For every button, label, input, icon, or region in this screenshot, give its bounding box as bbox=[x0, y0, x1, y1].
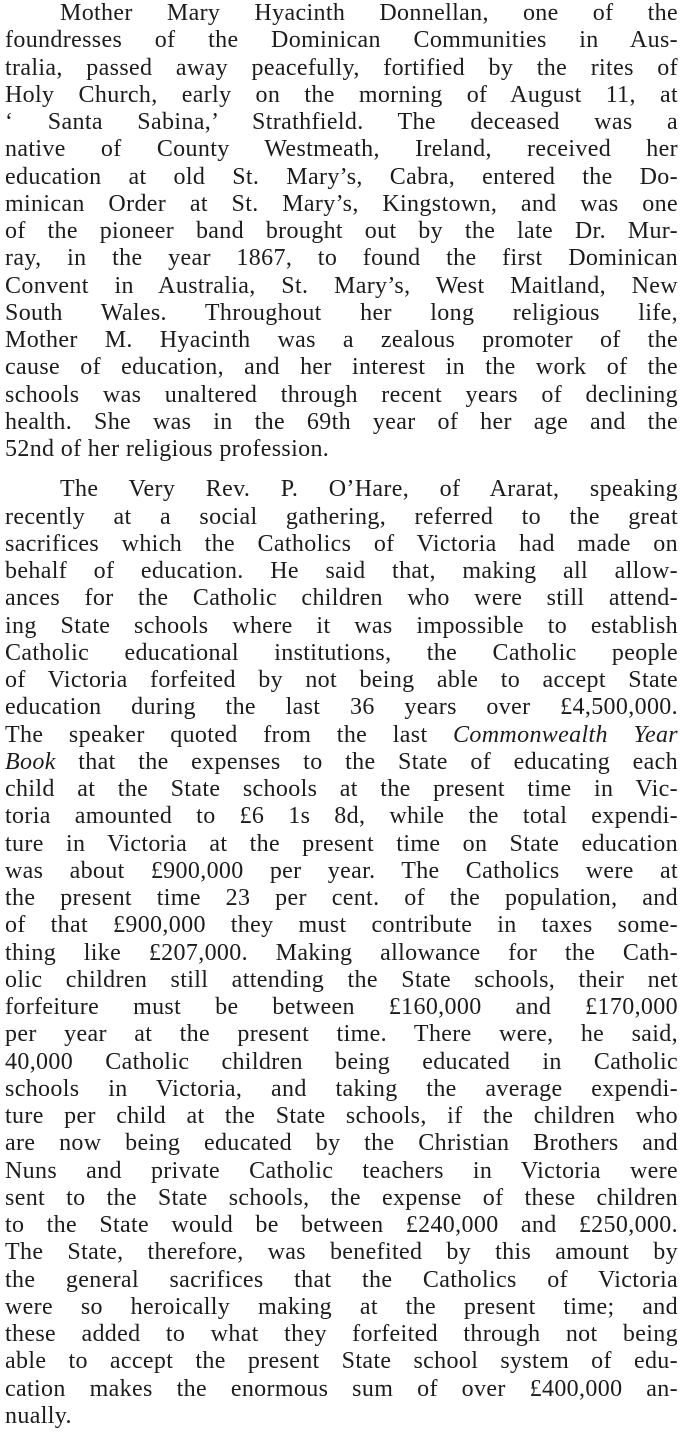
text-line: ture in Victoria at the present time on State education bbox=[5, 831, 678, 857]
text-line: the general sacrifices that the Catholics of Victoria bbox=[5, 1267, 678, 1293]
text-line: Holy Church, early on the morning of August 11, at bbox=[5, 82, 678, 108]
text-line: thing like £207,000. Making allowance for the Cath- bbox=[5, 940, 678, 966]
text-line: education at old St. Mary’s, Cabra, entered the Do- bbox=[5, 164, 678, 190]
text-line: were so heroically making at the present time; and bbox=[5, 1294, 678, 1320]
text-line: of that £900,000 they must contribute in taxes some- bbox=[5, 912, 678, 938]
text-line: sent to the State schools, the expense of these children bbox=[5, 1185, 678, 1211]
text-line: Convent in Australia, St. Mary’s, West Maitland, New bbox=[5, 273, 678, 299]
text-line: South Wales. Throughout her long religious life, bbox=[5, 300, 678, 326]
text-line: ances for the Catholic children who were still attend- bbox=[5, 585, 678, 611]
text-line: are now being educated by the Christian Brothers and bbox=[5, 1130, 678, 1156]
text-line: ture per child at the State schools, if the children who bbox=[5, 1103, 678, 1129]
text-line: toria amounted to £6 1s 8d, while the total expendi- bbox=[5, 803, 678, 829]
text-line: ray, in the year 1867, to found the first Dominican bbox=[5, 245, 678, 271]
text-line: The speaker quoted from the last Commonwealth Year bbox=[5, 722, 678, 748]
text-line: forfeiture must be between £160,000 and £170,000 bbox=[5, 994, 678, 1020]
text-line: health. She was in the 69th year of her age and the bbox=[5, 409, 678, 435]
text-line: ing State schools where it was impossible to establish bbox=[5, 613, 678, 639]
text-line: of the pioneer band brought out by the late Dr. Mur- bbox=[5, 218, 678, 244]
text-line: child at the State schools at the present time in Vic- bbox=[5, 776, 678, 802]
text-line: nually. bbox=[5, 1403, 72, 1429]
text-line: tralia, passed away peacefully, fortified by the rites of bbox=[5, 55, 678, 81]
text-line: schools in Victoria, and taking the average expendi- bbox=[5, 1076, 678, 1102]
text-line: able to accept the present State school system of edu- bbox=[5, 1348, 678, 1374]
text-line: behalf of education. He said that, making all allow- bbox=[5, 558, 678, 584]
text-line: per year at the present time. There were, he said, bbox=[5, 1021, 678, 1047]
text-line: Nuns and private Catholic teachers in Victoria were bbox=[5, 1158, 678, 1184]
text-line: olic children still attending the State schools, their net bbox=[5, 967, 678, 993]
text-line: schools was unaltered through recent years of declining bbox=[5, 382, 678, 408]
text-line: Mother Mary Hyacinth Donnellan, one of the bbox=[60, 0, 678, 26]
text-line: foundresses of the Dominican Communities in Aus- bbox=[5, 27, 678, 53]
text-line: Book that the expenses to the State of educating each bbox=[5, 749, 678, 775]
text-line: cause of education, and her interest in the work of the bbox=[5, 354, 678, 380]
text-line: cation makes the enormous sum of over £400,000 an- bbox=[5, 1376, 678, 1402]
text-line: ‘ Santa Sabina,’ Strathfield. The deceased was a bbox=[5, 109, 678, 135]
text-line: education during the last 36 years over £4,500,000. bbox=[5, 694, 678, 720]
text-line: to the State would be between £240,000 and £250,000. bbox=[5, 1212, 678, 1238]
text-line: native of County Westmeath, Ireland, received her bbox=[5, 136, 678, 162]
text-line: recently at a social gathering, referred to the great bbox=[5, 504, 678, 530]
text-line: the present time 23 per cent. of the population, and bbox=[5, 885, 678, 911]
text-line: The State, therefore, was benefited by this amount by bbox=[5, 1239, 678, 1265]
text-line: Catholic educational institutions, the Catholic people bbox=[5, 640, 678, 666]
text-line: of Victoria forfeited by not being able to accept State bbox=[5, 667, 678, 693]
text-line: was about £900,000 per year. The Catholics were at bbox=[5, 858, 678, 884]
text-line: minican Order at St. Mary’s, Kingstown, and was one bbox=[5, 191, 678, 217]
book-title-italic: Commonwealth Year bbox=[453, 722, 678, 748]
text-line: sacrifices which the Catholics of Victoria had made on bbox=[5, 531, 678, 557]
text-line: 40,000 Catholic children being educated in Catholic bbox=[5, 1049, 678, 1075]
text-line: 52nd of her religious profession. bbox=[5, 436, 330, 462]
text-line: Mother M. Hyacinth was a zealous promoter of the bbox=[5, 327, 678, 353]
text-line: The Very Rev. P. O’Hare, of Ararat, speaking bbox=[60, 476, 678, 502]
book-title-italic: Book bbox=[5, 749, 56, 775]
text-line: these added to what they forfeited through not being bbox=[5, 1321, 678, 1347]
